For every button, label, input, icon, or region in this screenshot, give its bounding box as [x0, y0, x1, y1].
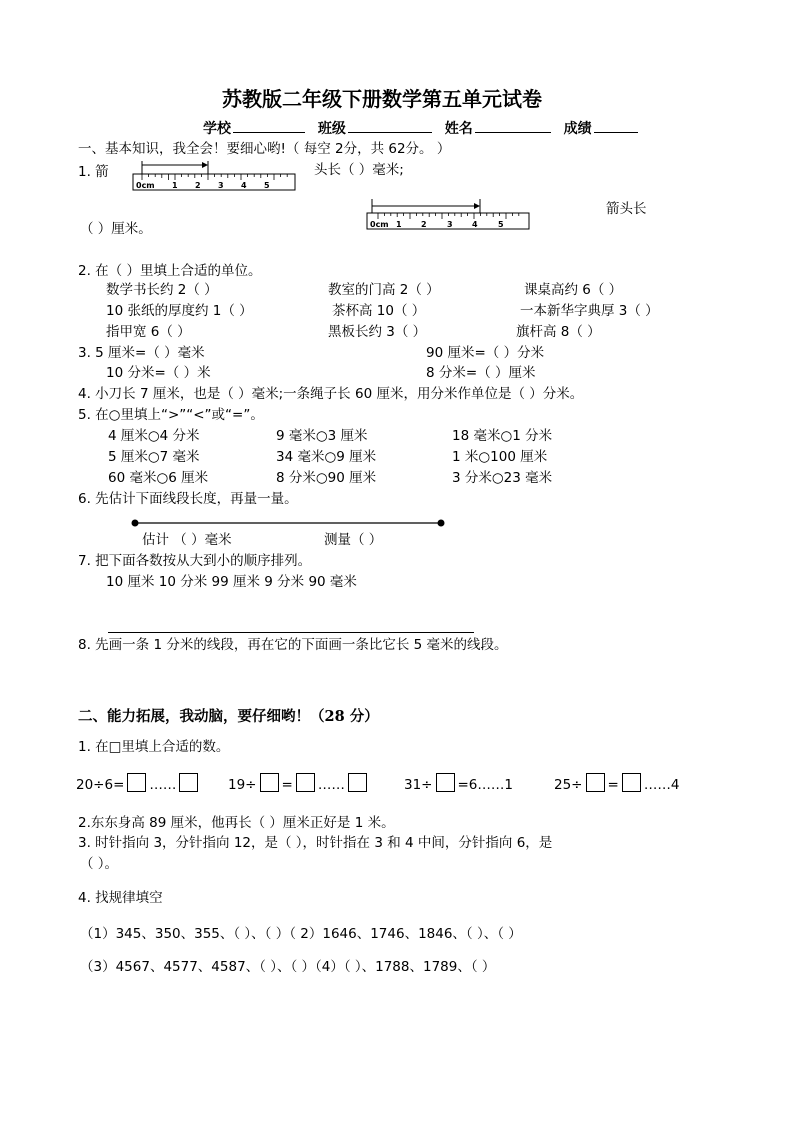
q1-prefix: 1. 箭 — [78, 164, 109, 180]
eq1-left: 20÷6= — [76, 777, 125, 793]
section2-heading: 二、能力拓展，我动脑，要仔细哟！（28 分） — [78, 708, 379, 725]
eq2-mid: …… — [317, 777, 345, 793]
q2-r1-c3: 课桌高约 6（ ） — [524, 282, 623, 298]
q7-answer-line[interactable] — [108, 632, 474, 633]
eq4-left: 25÷ — [554, 777, 583, 793]
q5-r1-c1: 4 厘米○4 分米 — [108, 428, 200, 444]
ruler1-tick-4: 4 — [241, 181, 247, 190]
q2-r1-c2: 教室的门高 2（ ） — [328, 282, 440, 298]
eq2-box-quotient[interactable] — [296, 773, 315, 792]
q2-r2-c1: 10 张纸的厚度约 1（ ） — [106, 303, 253, 319]
q6-intro: 6. 先估计下面线段长度，再量一量。 — [78, 491, 298, 507]
s2-q1-eq4 — [554, 773, 679, 796]
s2-q3-line2: （ ）。 — [80, 856, 119, 872]
eq4-right: ……4 — [643, 777, 680, 793]
q5-r1-c3: 18 毫米○1 分米 — [452, 428, 553, 444]
q4-text: 4. 小刀长 7 厘米，也是（ ）毫米;一条绳子长 60 厘米，用分米作单位是（ ）分米。 — [78, 386, 584, 402]
ruler2-tick-1: 1 — [396, 220, 402, 229]
q1-arrow-label: 箭头长 — [606, 201, 647, 217]
q3-r2-c1: 10 分米=（ ）米 — [106, 365, 211, 381]
ruler1-tick-0: 0cm — [136, 181, 155, 190]
s2-q4-row1: （1）345、350、355、（ ）、（ ）（ 2）1646、1746、1846、（ ）、（ ） — [80, 926, 522, 942]
eq2-left: 19÷ — [228, 777, 257, 793]
q2-intro: 2. 在（ ）里填上合适的单位。 — [78, 263, 262, 279]
q5-r3-c2: 8 分米○90 厘米 — [276, 470, 377, 486]
s2-q2: 2.东东身高 89 厘米，他再长（ ）厘米正好是 1 米。 — [78, 815, 395, 831]
class-blank[interactable] — [348, 118, 432, 133]
eq4-box-quotient[interactable] — [622, 773, 641, 792]
s2-q1-eq1 — [76, 773, 201, 796]
q3-r2-c2: 8 分米=（ ）厘米 — [426, 365, 536, 381]
school-label: 学校 — [203, 121, 231, 137]
ruler1-tick-5: 5 — [264, 181, 270, 190]
q5-r2-c3: 1 米○100 厘米 — [452, 449, 548, 465]
ruler1-tick-2: 2 — [195, 181, 201, 190]
eq2-box-divisor[interactable] — [260, 773, 279, 792]
q1-cm-line: （ ）厘米。 — [80, 221, 152, 237]
eq2-box-remainder[interactable] — [348, 773, 367, 792]
ruler-2 — [366, 198, 532, 232]
eq3-left: 31÷ — [404, 777, 433, 793]
s2-q1-eq2 — [228, 773, 370, 796]
q2-r2-c3: 一本新华字典厚 3（ ） — [520, 303, 659, 319]
q2-r3-c2: 黑板长约 3（ ） — [328, 324, 427, 340]
q5-intro: 5. 在○里填上“>”“<”或“=”。 — [78, 407, 264, 423]
ruler2-tick-3: 3 — [447, 220, 453, 229]
s2-q4-row2: （3）4567、4577、4587、（ ）、（ ）（4）（ ）、1788、1789、（ ） — [80, 959, 496, 975]
eq4-eq: = — [607, 777, 619, 793]
ruler1-tick-3: 3 — [218, 181, 224, 190]
s2-q1-intro: 1. 在□里填上合适的数。 — [78, 739, 230, 755]
name-label: 姓名 — [444, 121, 473, 137]
eq1-box-remainder[interactable] — [179, 773, 198, 792]
student-info — [203, 118, 646, 138]
ruler2-tick-2: 2 — [421, 220, 427, 229]
ruler2-tick-0: 0cm — [370, 220, 389, 229]
ruler-1 — [132, 160, 298, 192]
q6-measure: 测量（ ） — [324, 532, 383, 548]
eq2-eq: = — [281, 777, 293, 793]
q2-r3-c3: 旗杆高 8（ ） — [516, 324, 601, 340]
school-blank[interactable] — [233, 118, 305, 133]
s2-q4-intro: 4. 找规律填空 — [78, 890, 163, 906]
eq4-box-divisor[interactable] — [586, 773, 605, 792]
q2-r1-c1: 数学书长约 2（ ） — [106, 282, 218, 298]
q5-r3-c1: 60 毫米○6 厘米 — [108, 470, 209, 486]
eq1-mid: …… — [149, 777, 177, 793]
q8-text: 8. 先画一条 1 分米的线段，再在它的下面画一条比它长 5 毫米的线段。 — [78, 637, 508, 653]
q3-r1-c1: 3. 5 厘米=（ ）毫米 — [78, 345, 205, 361]
q7-intro: 7. 把下面各数按从大到小的顺序排列。 — [78, 553, 312, 569]
eq1-box-quotient[interactable] — [127, 773, 146, 792]
page-title: 苏教版二年级下册数学第五单元试卷 — [222, 87, 542, 111]
score-label: 成绩 — [563, 121, 592, 137]
ruler2-tick-5: 5 — [498, 220, 504, 229]
q1-head-length: 头长（ ）毫米; — [314, 162, 404, 178]
eq3-box-divisor[interactable] — [436, 773, 455, 792]
score-blank[interactable] — [594, 118, 638, 133]
q3-r1-c2: 90 厘米=（ ）分米 — [426, 345, 545, 361]
eq3-right: =6……1 — [457, 777, 513, 793]
q6-segment — [130, 517, 448, 529]
class-label: 班级 — [317, 121, 346, 137]
q5-r2-c2: 34 毫米○9 厘米 — [276, 449, 377, 465]
q5-r2-c1: 5 厘米○7 毫米 — [108, 449, 200, 465]
q2-r2-c2: 茶杯高 10（ ） — [332, 303, 426, 319]
q6-estimate: 估计 （ ）毫米 — [142, 532, 232, 548]
ruler2-tick-4: 4 — [472, 220, 478, 229]
name-blank[interactable] — [475, 118, 551, 133]
section1-heading: 一、基本知识，我全会！要细心哟!（ 每空 2分，共 62分。 ） — [78, 141, 451, 157]
q2-r3-c1: 指甲宽 6（ ） — [106, 324, 191, 340]
q5-r1-c2: 9 毫米○3 厘米 — [276, 428, 368, 444]
q7-numbers: 10 厘米 10 分米 99 厘米 9 分米 90 毫米 — [106, 574, 357, 590]
ruler1-tick-1: 1 — [172, 181, 178, 190]
s2-q3-line1: 3. 时针指向 3，分针指向 12，是（ ），时针指在 3 和 4 中间，分针指向 6，是 — [78, 835, 553, 851]
q5-r3-c3: 3 分米○23 毫米 — [452, 470, 553, 486]
s2-q1-eq3 — [404, 773, 513, 796]
